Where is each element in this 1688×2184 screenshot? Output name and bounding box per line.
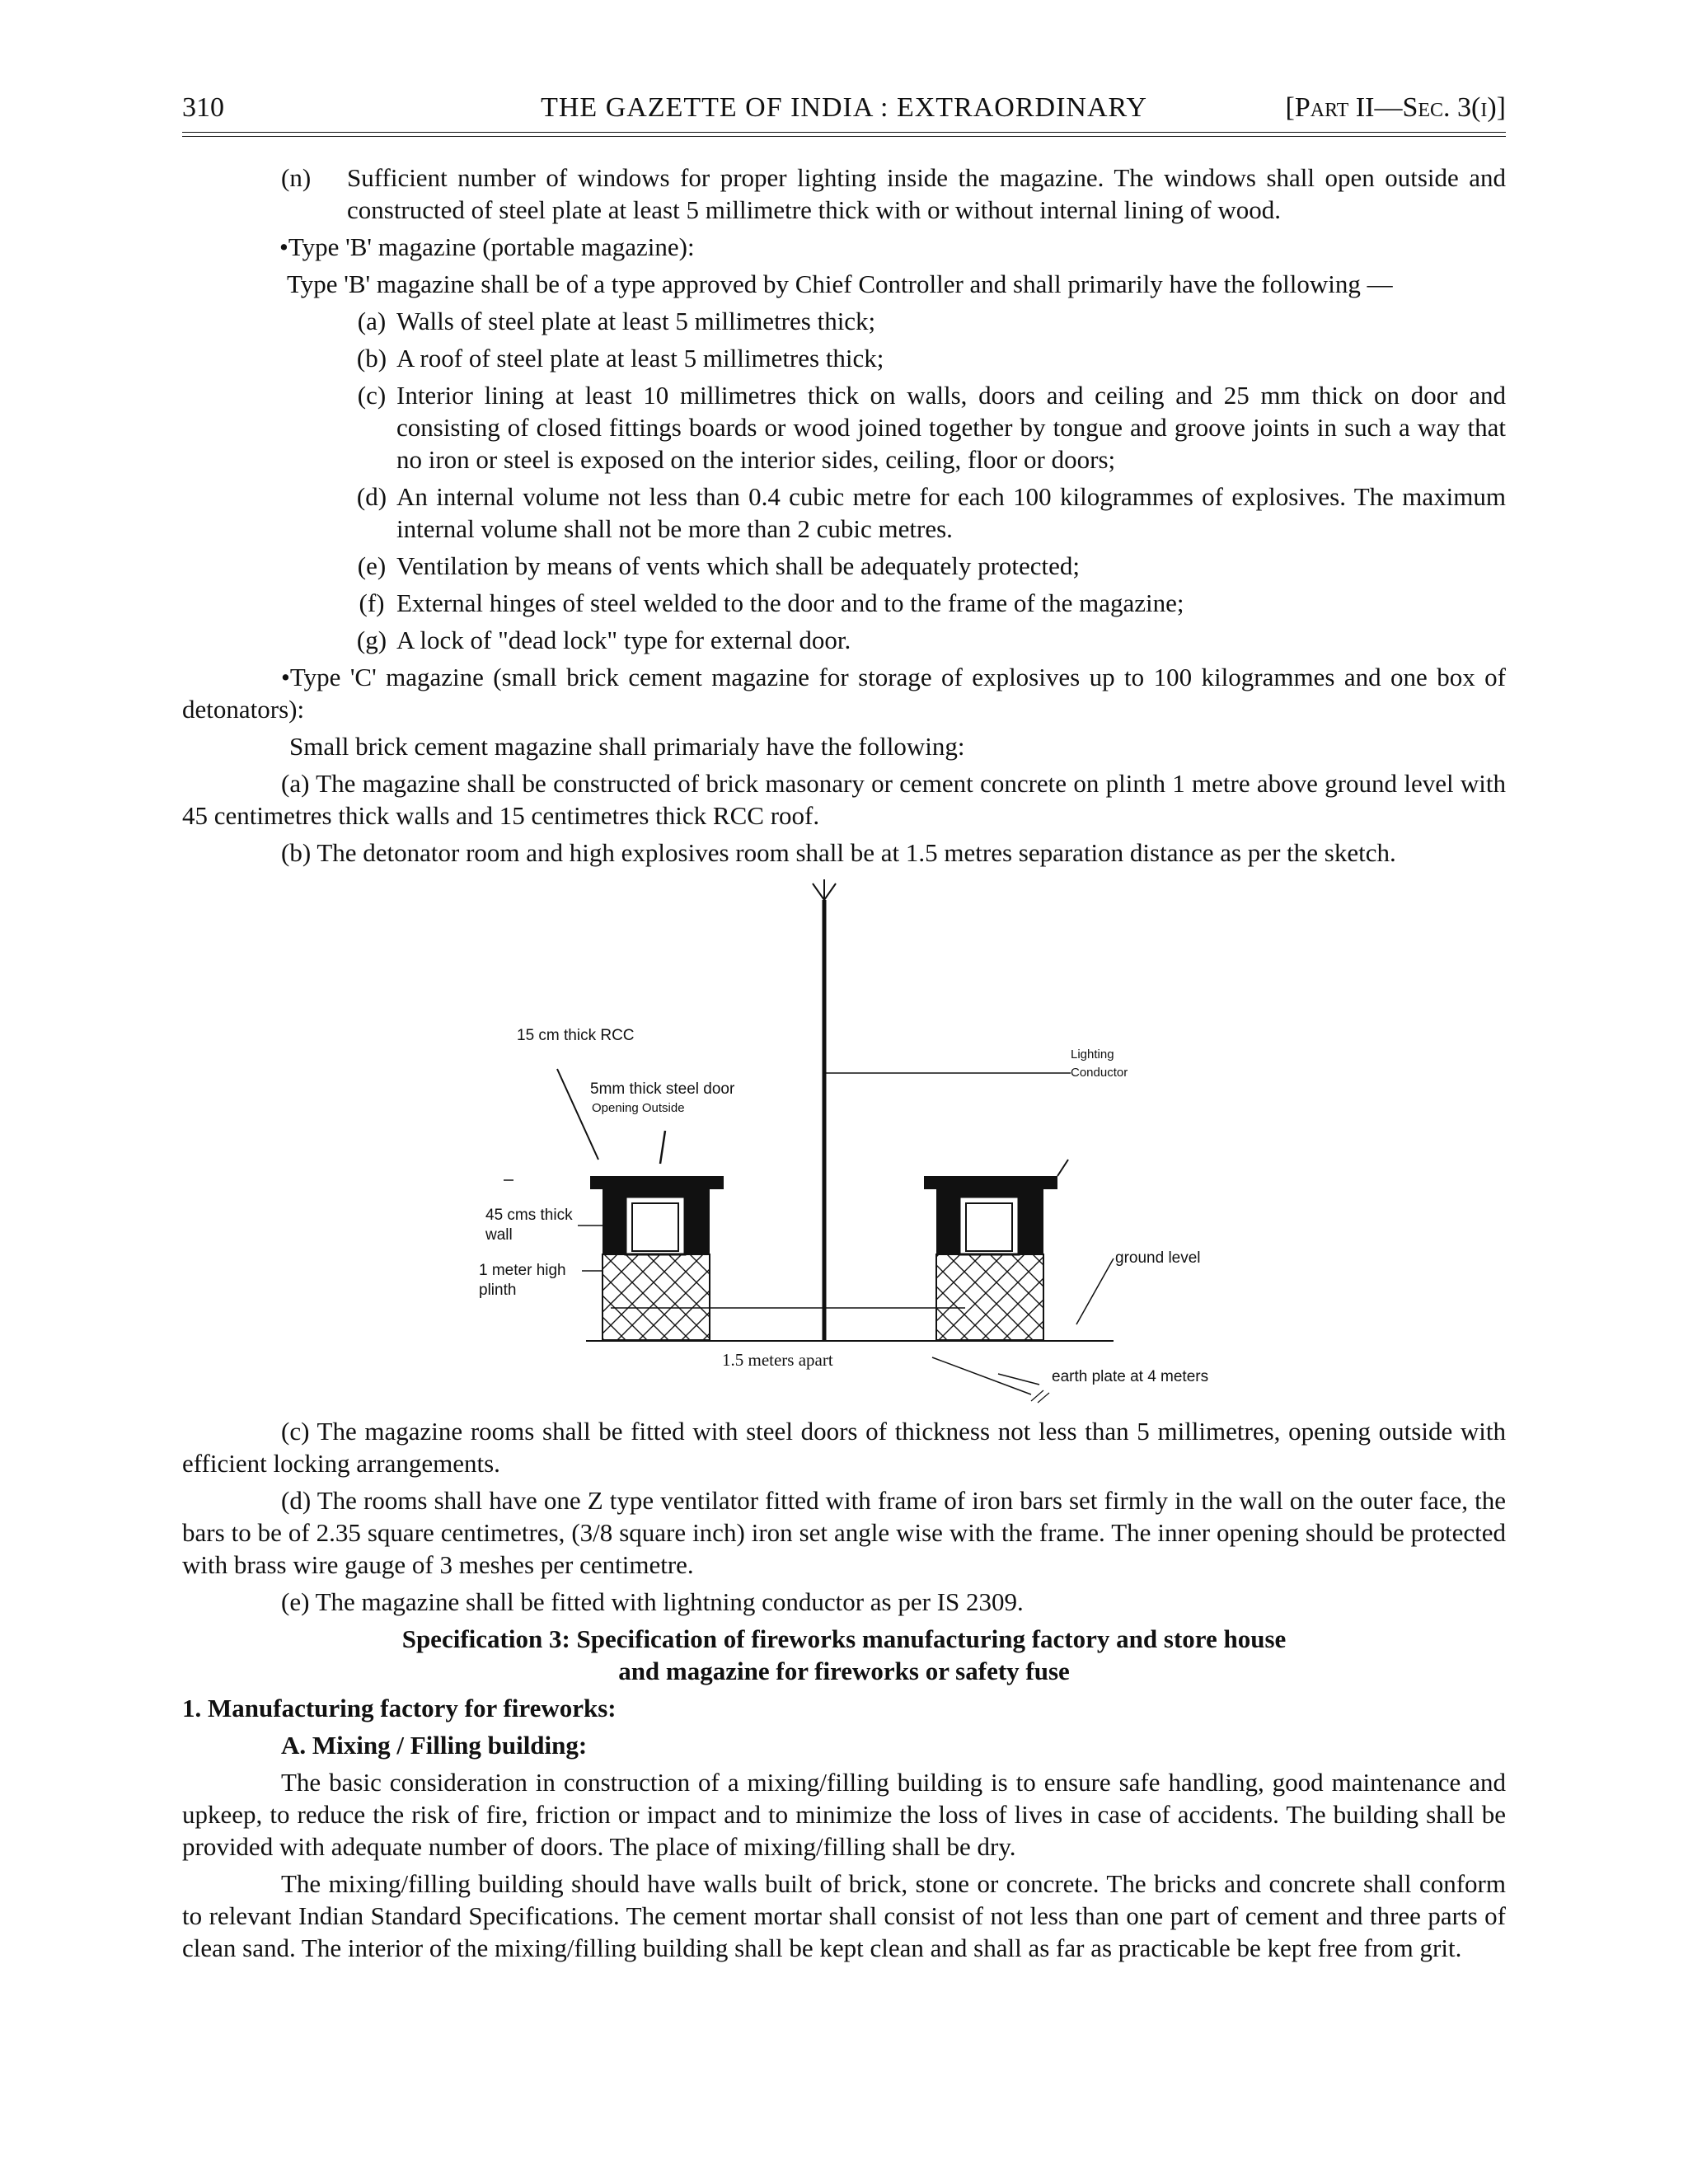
spec3-para-2: The mixing/filling building should have walls built of brick, stone or concrete. The bricks and concrete shall conform to relevant Indian Standard Specifications. The cement mortar shall consist of not less than one part of cement and three parts of clean sand. The interior of the mixing/filling building shall be kept clean and shall as far as practicable be kept free from grit. <box>182 1869 1506 1962</box>
list-item <box>182 480 1506 545</box>
label-plinth-1: 1 meter high <box>479 1262 566 1279</box>
item-text: Sufficient number of windows for proper lighting inside the magazine. The windows shall open outside and constructed of steel plate at least 5 millimetre thick with or without internal lining of wood. <box>347 163 1506 224</box>
type-c-item-b: (b) The detonator room and high explosives room shall be at 1.5 metres separation distance as per the sketch. <box>281 838 1396 867</box>
label-apart: 1.5 meters apart <box>722 1350 833 1370</box>
type-c-item-a: (a) The magazine shall be constructed of brick masonary or cement concrete on plinth 1 metre above ground level with 45 centimetres thick walls and 15 centimetres thick RCC roof. <box>182 769 1506 830</box>
item-label: (f) <box>359 588 385 617</box>
label-rcc: 15 cm thick RCC <box>517 1027 635 1044</box>
label-conductor-2: Conductor <box>1071 1066 1128 1080</box>
item-text: Ventilation by means of vents which shall be adequately protected; <box>396 551 1081 580</box>
type-c-item-e: (e) The magazine shall be fitted with lightning conductor as per IS 2309. <box>281 1587 1024 1616</box>
right-magazine <box>924 1160 1068 1340</box>
spec3-title-1: Specification 3: Specification of fireworks manufacturing factory and store house <box>401 1624 1287 1653</box>
type-c-heading: •Type 'C' magazine (small brick cement magazine for storage of explosives up to 100 kilogrammes and one box of detonators): <box>182 663 1506 724</box>
item-text: Interior lining at least 10 millimetres thick on walls, doors and ceiling and 25 mm thick on door and consisting of closed fittings boards or wood joined together by tongue and groove joints in such a way that no iron or steel is exposed on the interior sides, ceiling, floor or doors; <box>396 381 1506 474</box>
label-door-sub: Opening Outside <box>592 1101 685 1115</box>
page-body <box>182 162 1506 1969</box>
header-rule <box>182 132 1506 133</box>
label-plinth-2: plinth <box>479 1282 517 1299</box>
gazette-title: THE GAZETTE OF INDIA : EXTRAORDINARY <box>541 92 1147 123</box>
label-ground: ground level <box>1115 1249 1201 1267</box>
earth-pointer <box>932 1357 1031 1394</box>
spec3-para-1: The basic consideration in construction of a mixing/filling building is to ensure safe handling, good maintenance and upkeep, to reduce the risk of fire, friction or impact and to minimize the loss of lives in case of accidents. The building shall be provided with adequate number of doors. The place of mixing/filling shall be dry. <box>182 1768 1506 1861</box>
magazine-sketch <box>182 875 1506 1407</box>
item-label: (b) <box>356 344 387 373</box>
door-pointer <box>660 1131 665 1164</box>
page-header <box>182 92 1506 132</box>
label-door: 5mm thick steel door <box>590 1080 735 1098</box>
item-label: (d) <box>356 482 387 511</box>
section-heading-a: A. Mixing / Filling building: <box>281 1731 588 1760</box>
type-b-intro: Type 'B' magazine shall be of a type approved by Chief Controller and shall primarily have the following — <box>287 269 1393 298</box>
type-c-item-d: (d) The rooms shall have one Z type ventilator fitted with frame of iron bars set firmly in the wall on the outer face, the bars to be of 2.35 square centimetres, (3/8 square inch) iron set angle wise with the frame. The inner opening should be protected with brass wire gauge of 3 meshes per centimetre. <box>182 1486 1506 1579</box>
item-text: Walls of steel plate at least 5 millimetres thick; <box>396 307 876 335</box>
item-label: (e) <box>357 551 387 580</box>
page-number: 310 <box>182 92 224 123</box>
label-conductor-1: Lighting <box>1071 1047 1114 1062</box>
list-item <box>182 550 1506 582</box>
list-item-n <box>182 162 1506 226</box>
list-item <box>182 379 1506 476</box>
item-label: (n) <box>281 163 312 192</box>
list-item <box>182 624 1506 656</box>
label-wall-2: wall <box>485 1226 513 1244</box>
label-earth: earth plate at 4 meters <box>1052 1368 1209 1385</box>
label-wall-1: 45 cms thick <box>485 1207 573 1224</box>
list-item <box>182 342 1506 374</box>
ground-pointer <box>1076 1258 1114 1324</box>
list-item <box>182 305 1506 337</box>
type-b-heading: •Type 'B' magazine (portable magazine): <box>279 232 695 261</box>
left-magazine <box>590 1176 724 1340</box>
spec3-title-2: and magazine for fireworks or safety fuse <box>618 1657 1070 1685</box>
type-c-item-c: (c) The magazine rooms shall be fitted with steel doors of thickness not less than 5 millimetres, opening outside with efficient locking arrangements. <box>182 1417 1506 1478</box>
list-item <box>182 587 1506 619</box>
item-label: (g) <box>356 626 387 654</box>
item-label: (c) <box>357 381 387 410</box>
part-section: [Part II—Sec. 3(i)] <box>1285 92 1506 123</box>
item-text: A roof of steel plate at least 5 millimetres thick; <box>396 344 884 373</box>
header-rule-thin <box>182 136 1506 137</box>
item-label: (a) <box>357 307 387 335</box>
item-text: A lock of "dead lock" type for external door. <box>396 626 851 654</box>
type-c-intro: Small brick cement magazine shall primarialy have the following: <box>289 732 965 761</box>
item-text: An internal volume not less than 0.4 cubic metre for each 100 kilogrammes of explosives. The maximum internal volume shall not be more than 2 cubic metres. <box>396 482 1506 543</box>
item-text: External hinges of steel welded to the door and to the frame of the magazine; <box>396 588 1184 617</box>
section-heading-1: 1. Manufacturing factory for fireworks: <box>182 1694 617 1722</box>
sketch-drawing <box>182 875 1506 1407</box>
